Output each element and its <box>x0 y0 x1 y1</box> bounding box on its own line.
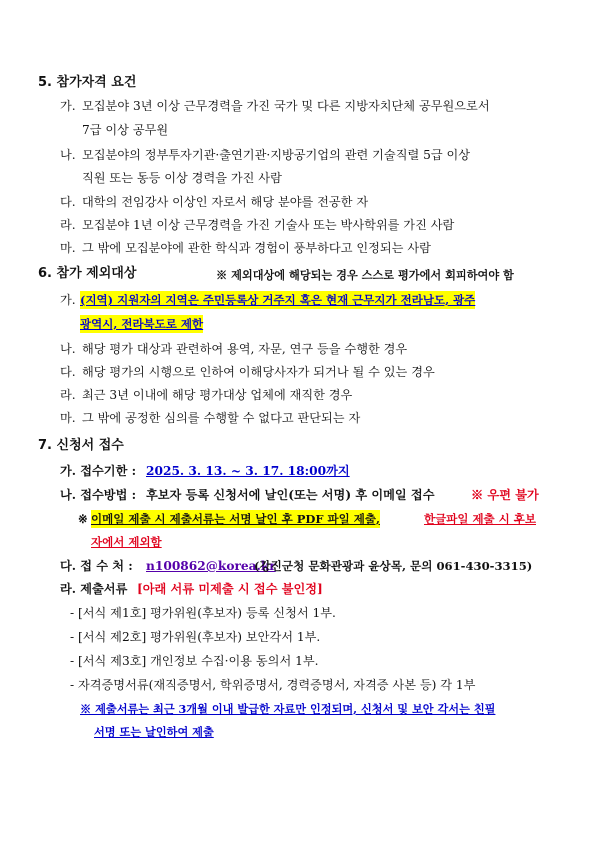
s7-final-note-line1: ※ 제출서류는 최근 3개월 이내 발급한 자료만 인정되며, 신청서 및 보안 각서는 친필 <box>80 702 496 716</box>
s5-item-b-line2: 직원 또는 동등 이상 경력을 가진 사람 <box>82 171 282 185</box>
s6-item-e-marker: 마. <box>60 411 76 425</box>
s7-doc-item-3: - [서식 제3호] 개인정보 수집·이용 동의서 1부. <box>70 654 319 668</box>
s6-item-c-text: 해당 평가의 시행으로 인하여 이해당사자가 되거나 될 수 있는 경우 <box>82 365 435 379</box>
s5-item-a-line2: 7급 이상 공무원 <box>82 123 169 137</box>
s7-receiver-email-link[interactable]: n100862@korea.kr <box>146 559 276 573</box>
s7-doc-item-1: - [서식 제1호] 평가위원(후보자) 등록 신청서 1부. <box>70 606 336 620</box>
s5-item-a-line1: 모집분야 3년 이상 근무경력을 가진 국가 및 다른 지방자치단체 공무원으로서 <box>82 99 490 113</box>
s7-deadline-label: 가. 접수기한 : <box>60 464 137 478</box>
s7-final-note-line2: 서명 또는 날인하여 제출 <box>94 725 214 739</box>
s5-item-e-line1: 그 밖에 모집분야에 관한 학식과 경험이 풍부하다고 인정되는 사람 <box>82 241 431 255</box>
s7-method-text: 후보자 등록 신청서에 날인(또는 서명) 후 이메일 접수 <box>146 488 435 502</box>
s6-item-e-text: 그 밖에 공정한 심의를 수행할 수 없다고 판단되는 자 <box>82 411 361 425</box>
s7-doc-item-4: - 자격증명서류(재직증명서, 학위증명서, 경력증명서, 자격증 사본 등) 각 1부 <box>70 678 476 692</box>
s6-item-a-line2: 광역시, 전라북도로 제한 <box>80 317 204 331</box>
section-6-title: 6. 참가 제외대상 <box>38 266 137 281</box>
s6-item-d-marker: 라. <box>60 388 76 402</box>
s7-docs-label: 라. 제출서류 <box>60 582 128 596</box>
s7-method-sub-red: 한글파일 제출 시 후보 <box>424 512 536 526</box>
s7-receiver-contact: (강진군청 문화관광과 윤상목, 문의 061-430-3315) <box>254 559 533 573</box>
s7-docs-note: [아래 서류 미제출 시 접수 불인정] <box>137 582 323 596</box>
s7-doc-item-2: - [서식 제2호] 평가위원(후보자) 보안각서 1부. <box>70 630 321 644</box>
s7-receiver-label: 다. 접 수 처 : <box>60 559 133 573</box>
s5-item-b-line1: 모집분야의 정부투자기관·출연기관·지방공기업의 관련 기술직렬 5급 이상 <box>82 148 471 162</box>
s7-deadline-value: 2025. 3. 13. ~ 3. 17. 18:00까지 <box>146 464 350 478</box>
section-5-title: 5. 참가자격 요건 <box>38 75 137 90</box>
s7-method-sub-highlight: 이메일 제출 시 제출서류는 서명 날인 후 PDF 파일 제출, <box>91 512 380 526</box>
s6-exclusion-note: ※ 제외대상에 해당되는 경우 스스로 평가에서 회피하여야 함 <box>216 268 514 282</box>
s7-no-mail-note: ※ 우편 불가 <box>471 488 539 502</box>
s6-item-b-marker: 나. <box>60 342 76 356</box>
s7-method-label: 나. 접수방법 : <box>60 488 137 502</box>
s6-item-a-line1: (지역) 지원자의 지역은 주민등록상 거주지 혹은 현재 근무지가 전라남도, 광주 <box>80 293 476 307</box>
s6-item-d-text: 최근 3년 이내에 해당 평가대상 업체에 재직한 경우 <box>82 388 353 402</box>
s6-item-c-marker: 다. <box>60 365 76 379</box>
s5-item-b-marker: 나. <box>60 148 76 162</box>
s7-method-sub-mark: ※ <box>78 512 88 526</box>
s5-item-d-marker: 라. <box>60 218 76 232</box>
section-7-title: 7. 신청서 접수 <box>38 438 124 453</box>
s5-item-a-marker: 가. <box>60 99 76 113</box>
s5-item-e-marker: 마. <box>60 241 76 255</box>
s5-item-d-line1: 모집분야 1년 이상 근무경력을 가진 기술사 또는 박사학위를 가진 사람 <box>82 218 455 232</box>
s5-item-c-marker: 다. <box>60 195 76 209</box>
s6-item-b-text: 해당 평가 대상과 관련하여 용역, 자문, 연구 등을 수행한 경우 <box>82 342 408 356</box>
s5-item-c-line1: 대학의 전임강사 이상인 자로서 해당 분야를 전공한 자 <box>82 195 369 209</box>
s7-method-sub-red-2: 자에서 제외함 <box>91 535 162 549</box>
s6-item-a-marker: 가. <box>60 293 76 307</box>
